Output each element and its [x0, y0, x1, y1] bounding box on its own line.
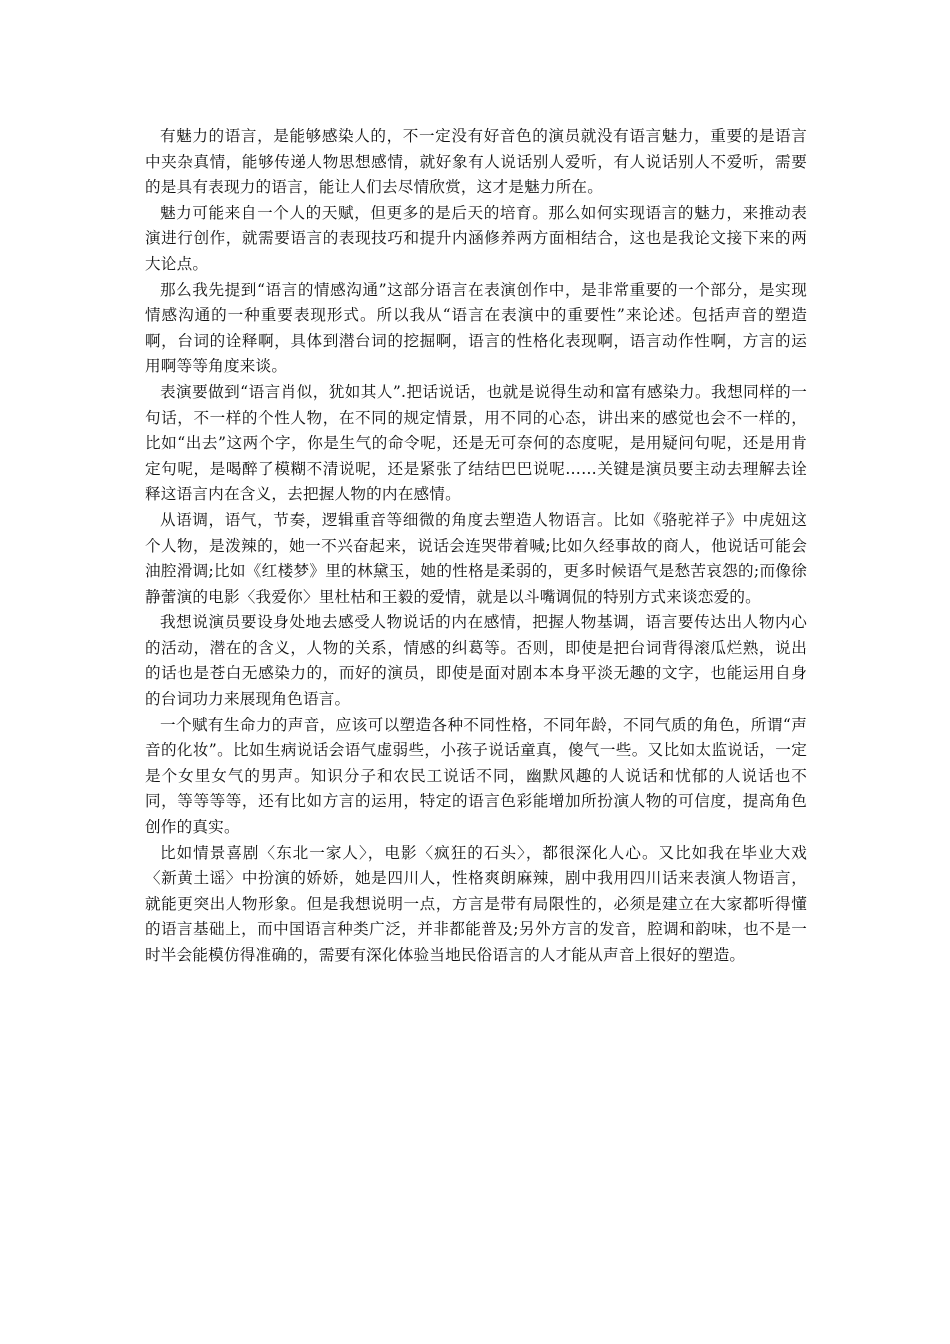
paragraph-3: 那么我先提到“语言的情感沟通”这部分语言在表演创作中，是非常重要的一个部分，是实现情感沟通的一种重要表现形式。所以我从“语言在表演中的重要性”来论述。包括声音的塑造啊，台词的诠释啊，具体到潜台词的挖掘啊，语言的性格化表现啊，语言动作性啊，方言的运用啊等等角度来谈。: [145, 280, 807, 376]
paragraph-2: 魅力可能来自一个人的天赋，但更多的是后天的培育。那么如何实现语言的魅力，来推动表演进行创作，就需要语言的表现技巧和提升内涵修养两方面相结合，这也是我论文接下来的两大论点。: [145, 203, 807, 273]
paragraph-7: 一个赋有生命力的声音，应该可以塑造各种不同性格，不同年龄，不同气质的角色，所谓“声音的化妆”。比如生病说话会语气虚弱些，小孩子说话童真，傻气一些。又比如太监说话，一定是个女里女气的男声。知识分子和农民工说话不同，幽默风趣的人说话和忧郁的人说话也不同，等等等等，还有比如方言的运用，特定的语言色彩能增加所扮演人物的可信度，提高角色创作的真实。: [145, 715, 807, 837]
paragraph-5: 从语调，语气，节奏，逻辑重音等细微的角度去塑造人物语言。比如《骆驼祥子》中虎妞这个人物，是泼辣的，她一不兴奋起来，说话会连哭带着喊;比如久经事故的商人，他说话可能会油腔滑调;比如《红楼梦》里的林黛玉，她的性格是柔弱的，更多时候语气是愁苦哀怨的;而像徐静蕾演的电影〈我爱你〉里杜枯和王毅的爱情，就是以斗嘴调侃的特别方式来谈恋爱的。: [145, 510, 807, 606]
paragraph-1: 有魅力的语言，是能够感染人的，不一定没有好音色的演员就没有语言魅力，重要的是语言中夹杂真情，能够传递人物思想感情，就好象有人说话别人爱听，有人说话别人不爱听，需要的是具有表现力的语言，能让人们去尽情欣赏，这才是魅力所在。: [145, 127, 807, 197]
paragraph-8: 比如情景喜剧〈东北一家人〉，电影〈疯狂的石头〉，都很深化人心。又比如我在毕业大戏〈新黄土谣〉中扮演的娇娇，她是四川人，性格爽朗麻辣，剧中我用四川话来表演人物语言，就能更突出人物形象。但是我想说明一点，方言是带有局限性的，必须是建立在大家都听得懂的语言基础上，而中国语言种类广泛，并非都能普及;另外方言的发音，腔调和韵味，也不是一时半会能模仿得准确的，需要有深化体验当地民俗语言的人才能从声音上很好的塑造。: [145, 843, 807, 964]
document-body: [145, 124, 807, 969]
paragraph-4: 表演要做到“语言肖似，犹如其人”.把话说话，也就是说得生动和富有感染力。我想同样的一句话，不一样的个性人物，在不同的规定情景，用不同的心态，讲出来的感觉也会不一样的，比如“出去”这两个字，你是生气的命令呢，还是无可奈何的态度呢，是用疑问句呢，还是用肯定句呢，是喝醉了模糊不清说呢，还是紧张了结结巴巴说呢……关键是演员要主动去理解去诠释这语言内在含义，去把握人物的内在感情。: [145, 382, 807, 504]
paragraph-6: 我想说演员要设身处地去感受人物说话的内在感情，把握人物基调，语言要传达出人物内心的活动，潜在的含义，人物的关系，情感的纠葛等。否则，即使是把台词背得滚瓜烂熟，说出的话也是苍白无感染力的，而好的演员，即使是面对剧本本身平淡无趣的文字，也能运用自身的台词功力来展现角色语言。: [145, 613, 807, 709]
